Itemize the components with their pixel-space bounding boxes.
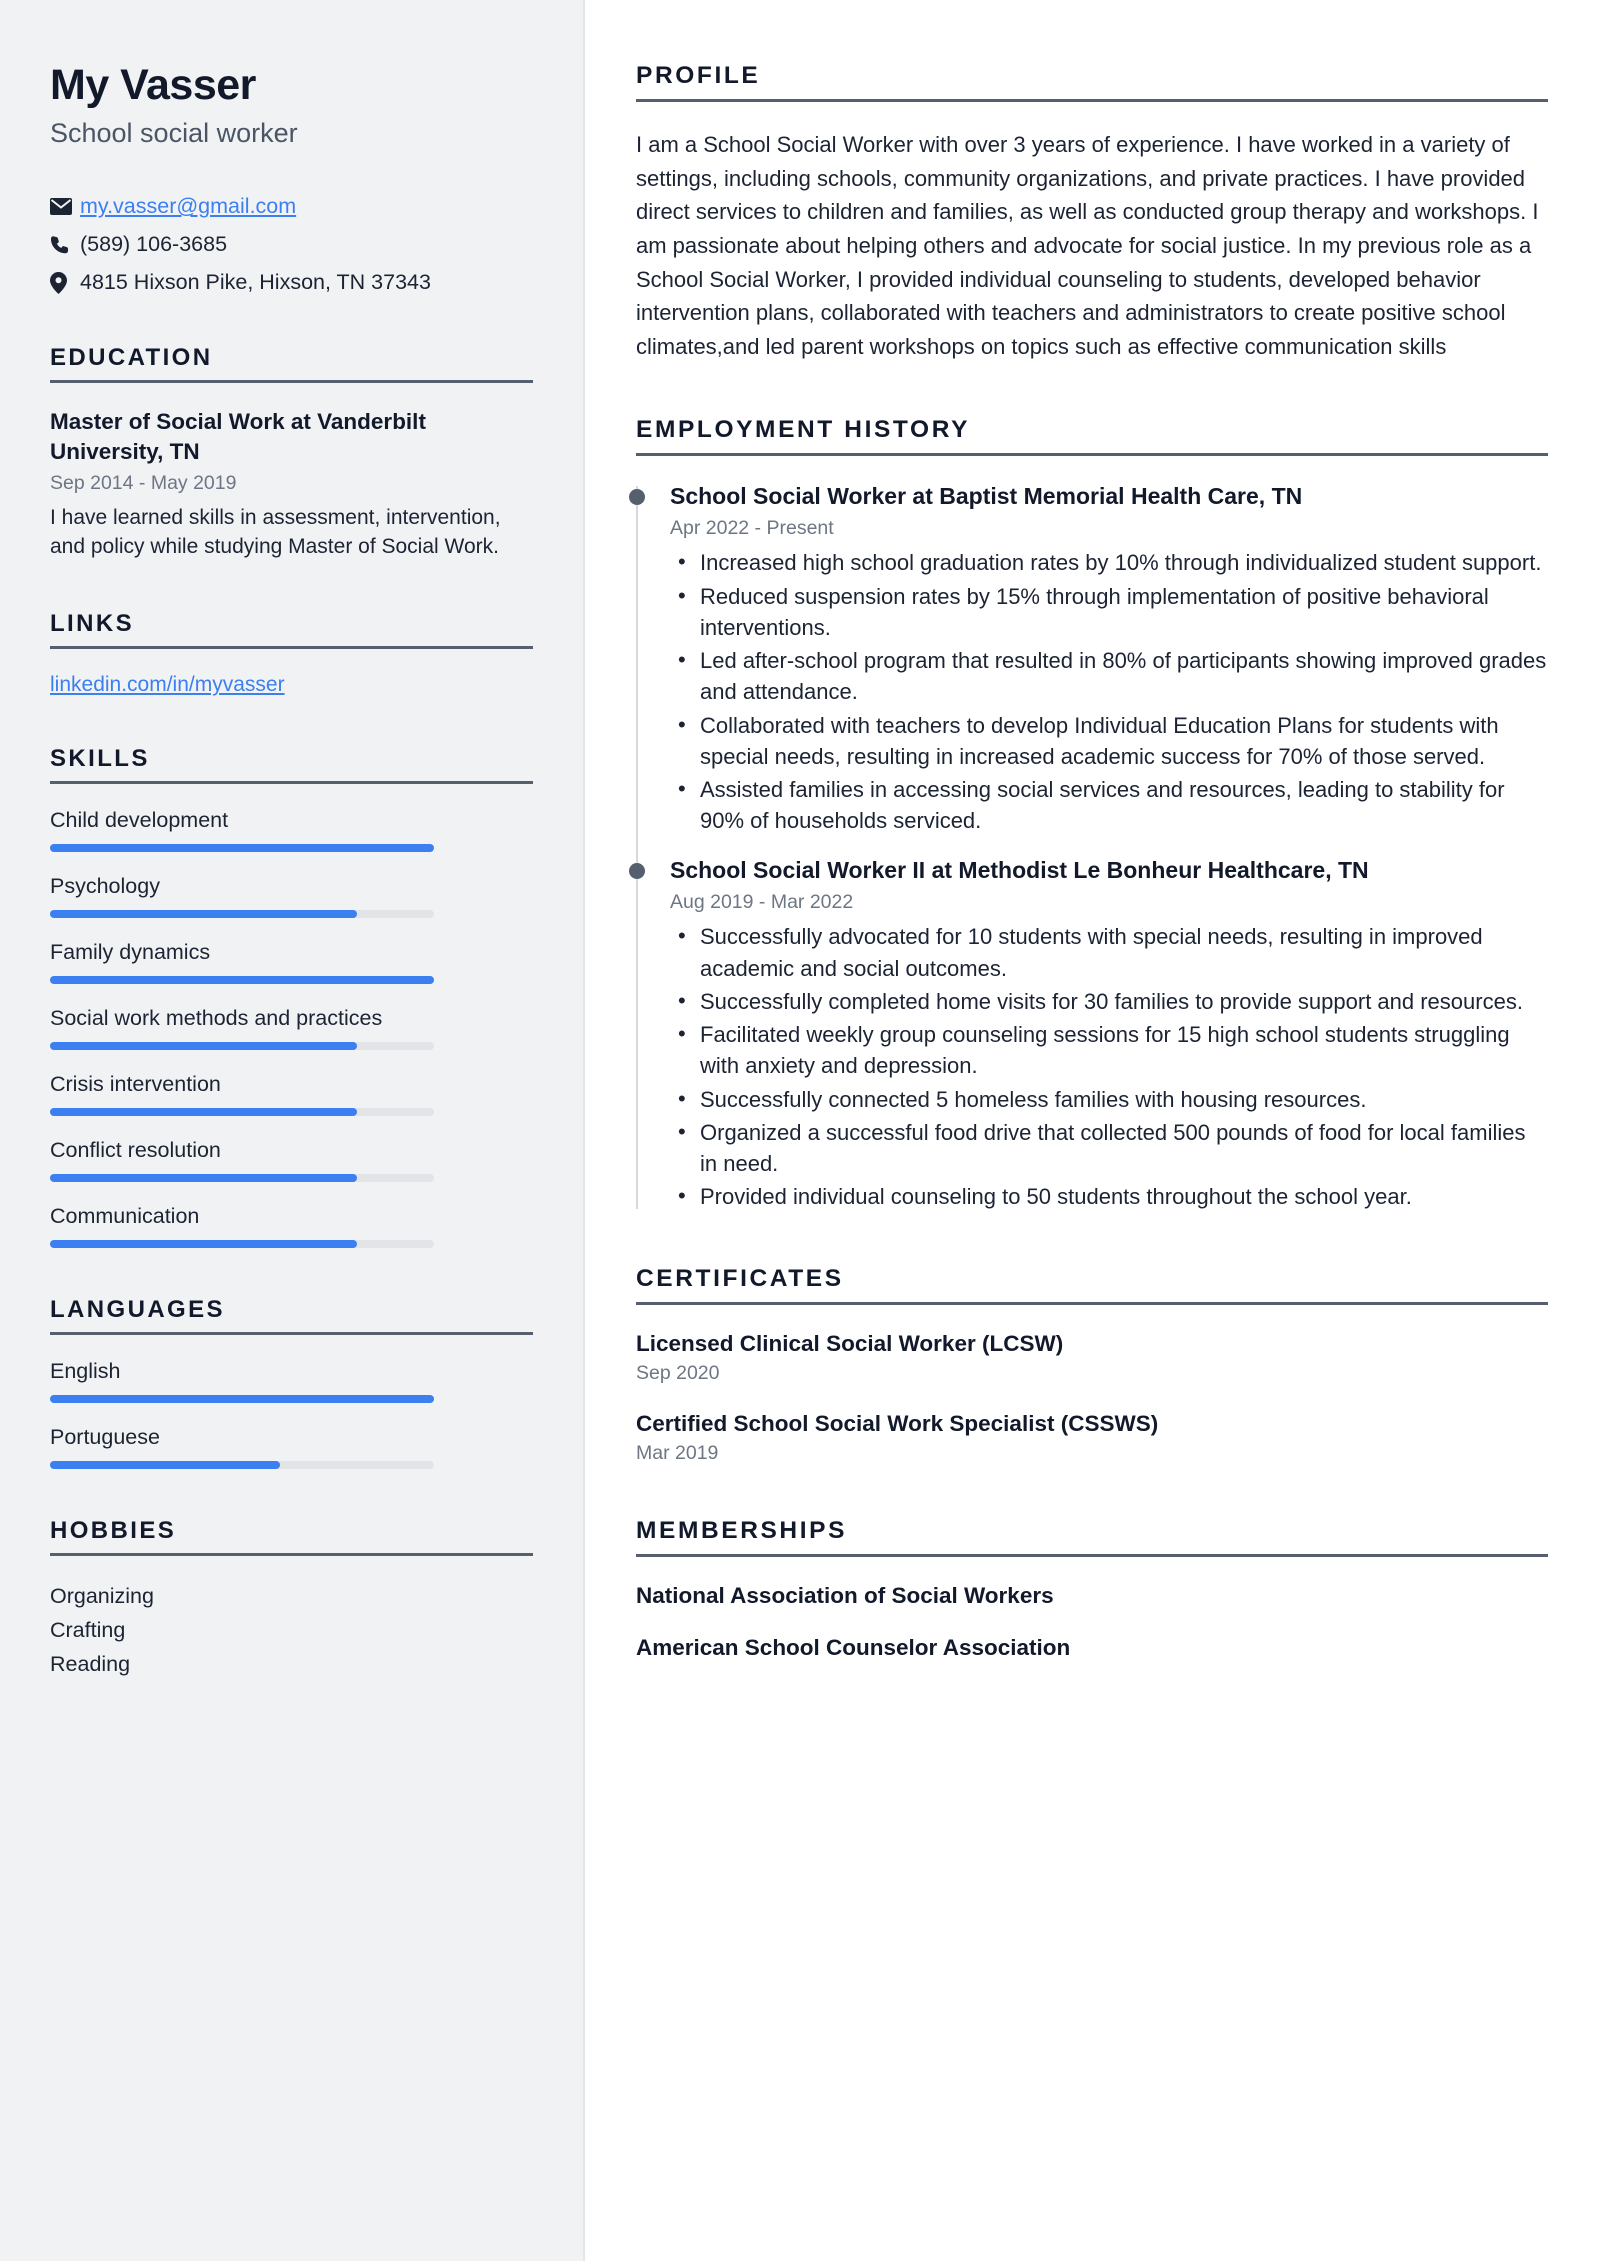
skill-level-fill [50,976,434,984]
skill-item [50,1204,533,1248]
section-heading-education: EDUCATION [50,344,213,372]
phone-icon [50,235,80,255]
certificate-item [636,1331,1548,1385]
employment-bullet-list [670,547,1548,836]
section-divider-certificates [636,1302,1548,1305]
membership-item: National Association of Social Workers [636,1582,1054,1608]
employment-bullet: • Led after-school program that resulted in 80% of participants showing improved grades and attendance. [670,645,1548,707]
contact-row-email [50,193,533,220]
language-label: Portuguese [50,1425,160,1450]
contact-list [50,193,533,296]
education-date: Sep 2014 - May 2019 [50,471,237,494]
timeline-dot-icon [629,489,645,505]
employment-date: Apr 2022 - Present [670,517,834,540]
language-level-bar [50,1461,434,1469]
phone-number: (589) 106-3685 [80,232,228,257]
skill-level-bar [50,1174,434,1182]
skill-item [50,874,533,918]
skill-item [50,940,533,984]
memberships-list [636,1583,1548,1661]
employment-bullet-list [670,921,1548,1212]
section-heading-memberships: MEMBERSHIPS [636,1516,848,1544]
employment-bullet: • Assisted families in accessing social services and resources, leading to stability for 90% of households serviced. [670,774,1548,836]
employment-title: School Social Worker at Baptist Memorial Health Care, TN [670,482,1303,509]
employment-timeline [636,482,1548,1213]
section-heading-profile: PROFILE [636,62,761,89]
skill-label: Psychology [50,874,160,899]
certificate-item [636,1411,1548,1465]
skill-level-bar [50,1240,434,1248]
envelope-icon [50,198,80,215]
section-divider-hobbies [50,1553,533,1556]
hobby-item: Crafting [50,1618,126,1643]
section-heading-links: LINKS [50,610,134,638]
skill-item [50,1138,533,1182]
employment-bullet: • Organized a successful food drive that collected 500 pounds of food for local families in need. [670,1117,1548,1179]
language-level-fill [50,1395,434,1403]
skill-label: Family dynamics [50,940,211,965]
skill-item [50,808,533,852]
skill-level-fill [50,1174,357,1182]
employment-entry [670,856,1548,1213]
employment-bullet: • Successfully completed home visits for 30 families to provide support and resources. [670,986,1548,1017]
hobby-item: Reading [50,1652,131,1677]
section-heading-employment: EMPLOYMENT HISTORY [636,415,971,443]
section-divider-languages [50,1332,533,1335]
map-pin-icon [50,272,80,294]
profile-text: I am a School Social Worker with over 3 years of experience. I have worked in a variety of settings, including schools, community organizations, and private practices. I have provided direct services to children and families, as well as conducted group therapy and workshops. I am passionate about helping others and advocate for social justice. In my previous role as a School Social Worker, I provided individual counseling to students, developed behavior intervention plans, collaborated with teachers and administrators to create positive school climates,and led parent workshops on topics such as effective communication skills [636,132,1539,359]
employment-entry [670,482,1548,837]
hobby-item: Organizing [50,1584,154,1609]
main-column [585,0,1600,2261]
employment-bullet: • Successfully advocated for 10 students with special needs, resulting in improved academic and social outcomes. [670,921,1548,983]
link-item-linkedin[interactable]: linkedin.com/in/myvasser [50,673,285,697]
timeline-dot-icon [629,863,645,879]
employment-bullet: • Facilitated weekly group counseling sessions for 15 high school students struggling with anxiety and depression. [670,1019,1548,1081]
section-divider-links [50,646,533,649]
employment-bullet: • Provided individual counseling to 50 students throughout the school year. [670,1181,1548,1212]
skills-list [50,808,533,1248]
job-title-subtitle: School social worker [50,118,298,149]
skill-level-fill [50,1042,357,1050]
skill-level-fill [50,1240,357,1248]
skill-label: Conflict resolution [50,1138,221,1163]
employment-bullet: • Successfully connected 5 homeless families with housing resources. [670,1084,1548,1115]
skill-level-fill [50,844,434,852]
education-description: I have learned skills in assessment, intervention, and policy while studying Master of Social Work. [50,505,501,559]
section-heading-hobbies: HOBBIES [50,1517,177,1545]
hobbies-list [50,1580,533,1682]
skill-level-bar [50,844,434,852]
employment-date: Aug 2019 - Mar 2022 [670,891,854,914]
language-label: English [50,1359,121,1384]
skill-level-bar [50,976,434,984]
contact-row-address [50,269,533,296]
language-item [50,1425,533,1469]
language-level-fill [50,1461,280,1469]
section-divider-employment [636,453,1548,456]
skill-item [50,1006,533,1050]
skill-level-bar [50,1042,434,1050]
skill-level-bar [50,1108,434,1116]
skill-label: Social work methods and practices [50,1006,383,1031]
section-divider-skills [50,781,533,784]
skill-level-fill [50,1108,357,1116]
skill-label: Child development [50,808,229,833]
section-divider-profile [636,99,1548,102]
education-item [50,407,533,562]
certificate-title: Certified School Social Work Specialist (CSSWS) [636,1410,1159,1436]
employment-title: School Social Worker II at Methodist Le Bonheur Healthcare, TN [670,856,1369,883]
certificate-title: Licensed Clinical Social Worker (LCSW) [636,1330,1064,1356]
section-divider-education [50,380,533,383]
skill-label: Crisis intervention [50,1072,221,1097]
language-item [50,1359,533,1403]
page-title: My Vasser [50,61,256,109]
languages-list [50,1359,533,1469]
skill-level-bar [50,910,434,918]
section-heading-languages: LANGUAGES [50,1296,225,1324]
skill-item [50,1072,533,1116]
employment-bullet: • Reduced suspension rates by 15% through implementation of positive behavioral interventions. [670,581,1548,643]
sidebar [0,0,585,2261]
certificate-date: Sep 2020 [636,1361,720,1384]
employment-bullet: • Increased high school graduation rates by 10% through individualized student support. [670,547,1548,578]
section-heading-certificates: CERTIFICATES [636,1264,844,1292]
address-text: 4815 Hixson Pike, Hixson, TN 37343 [80,270,431,295]
certificates-list [636,1331,1548,1465]
email-link[interactable]: my.vasser@gmail.com [80,194,297,219]
section-divider-memberships [636,1554,1548,1557]
education-title: Master of Social Work at Vanderbilt University, TN [50,409,426,464]
skill-label: Communication [50,1204,200,1229]
contact-row-phone [50,231,533,258]
section-heading-skills: SKILLS [50,745,150,773]
employment-bullet: • Collaborated with teachers to develop Individual Education Plans for students with special needs, resulting in increased academic success for 70% of those served. [670,710,1548,772]
skill-level-fill [50,910,357,918]
language-level-bar [50,1395,434,1403]
membership-item: American School Counselor Association [636,1634,1071,1660]
certificate-date: Mar 2019 [636,1441,719,1464]
